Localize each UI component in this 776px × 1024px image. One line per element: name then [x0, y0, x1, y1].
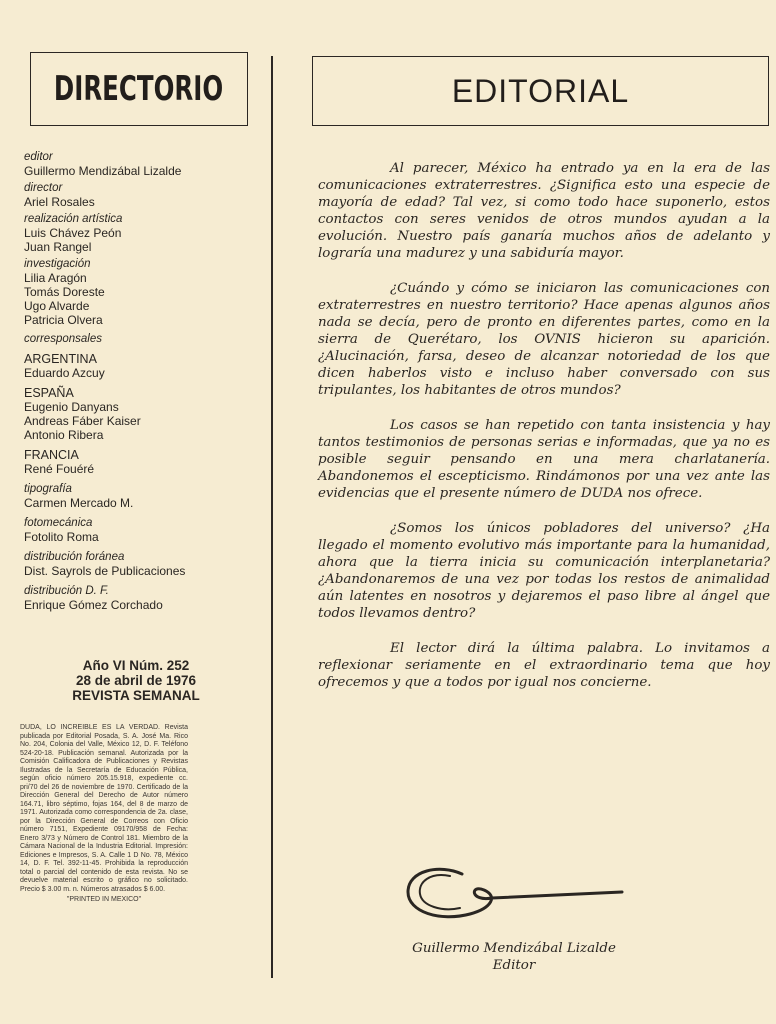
- staff-name: Enrique Gómez Corchado: [24, 598, 163, 612]
- staff-role: corresponsales: [24, 333, 102, 345]
- staff-name: Andreas Fáber Kaiser: [24, 414, 141, 428]
- staff-name: Eduardo Azcuy: [24, 366, 105, 380]
- staff-role: realización artística: [24, 213, 123, 225]
- staff-role: tipografía: [24, 483, 72, 495]
- signer-name: Guillermo Mendizábal Lizalde: [412, 941, 616, 956]
- staff-name: Lilia Aragón: [24, 271, 87, 285]
- editorial-paragraph: ¿Somos los únicos pobladores del universo? ¿Ha llegado el momento evolutivo más importante para la humanidad, ahora que la tierra inicia su comunicación interplanetaria? ¿Abandonaremos de una vez por todas los restos de animalidad aún latentes en nosotros y dejaremos el paso libre al ángel que todos llevamos dentro?: [318, 521, 770, 621]
- handwritten-signature: [400, 862, 630, 926]
- editorial-paragraph: Al parecer, México ha entrado ya en la era de las comunicaciones extraterrestres. ¿Significa esto una especie de mayoría de edad? Tal vez, si como todo hace suponerlo, estos contactos con seres venidos de otros mundos ayudan a la evolución. Nuestro país ganaría muchos años de adelanto y lograría una madurez y una sabiduría mayor.: [318, 161, 770, 261]
- staff-name: Guillermo Mendizábal Lizalde: [24, 164, 182, 178]
- issue-frequency: REVISTA SEMANAL: [72, 688, 200, 703]
- staff-name: Dist. Sayrols de Publicaciones: [24, 564, 186, 578]
- editorial-title: EDITORIAL: [451, 72, 630, 109]
- directory-title: DIRECTORIO: [54, 69, 224, 109]
- editorial-paragraph: El lector dirá la última palabra. Lo invitamos a reflexionar seriamente en el extraordinario tema que hoy ofrecemos y que a todos por igual nos concierne.: [318, 641, 770, 690]
- signature-block: [318, 940, 710, 974]
- staff-role: investigación: [24, 258, 91, 270]
- signer-title: Editor: [492, 958, 536, 973]
- printed-in: "PRINTED IN MEXICO": [66, 896, 142, 903]
- staff-role: distribución D. F.: [24, 585, 109, 597]
- staff-country: FRANCIA: [24, 448, 79, 462]
- staff-role: director: [24, 182, 63, 194]
- staff-name: Carmen Mercado M.: [24, 496, 134, 510]
- editorial-body: [318, 160, 770, 709]
- staff-name: Antonio Ribera: [24, 428, 104, 442]
- staff-role: fotomecánica: [24, 517, 93, 529]
- staff-role: distribución foránea: [24, 551, 125, 563]
- issue-info: [20, 658, 252, 703]
- staff-name: René Fouéré: [24, 462, 95, 476]
- staff-name: Ugo Alvarde: [24, 299, 90, 313]
- staff-name: Tomás Doreste: [24, 285, 105, 299]
- issue-date: 28 de abril de 1976: [75, 673, 197, 688]
- staff-name: Fotolito Roma: [24, 530, 99, 544]
- staff-country: ESPAÑA: [24, 386, 74, 400]
- staff-name: Juan Rangel: [24, 240, 92, 254]
- legal-text: DUDA, LO INCREIBLE ES LA VERDAD. Revista publicada por Editorial Posada, S. A. José Ma. Rico No. 204, Colonia del Valle, México 12, D. F. Teléfono 524-20-18. Publicación semanal. Autorizada por la Comisión Calificadora de Publicaciones y Revistas Ilustradas de la Secretaría de Educación Pública, según oficio número 205.15.918, expediente cc. pri/70 del 26 de noviembre de 1970. Certificado de la Dirección General del Derecho de Autor número 164.71, libro séptimo, fojas 164, del 8 de marzo de 1971. Autorizada como correspondencia de 2a. clase, por la Dirección General de Correos con Oficio número 7151, Expediente 09170/958 de Fecha: Enero 3/73 y Número de Control 181. Miembro de la Cámara Nacional de la Industria Editorial. Impresión: Ediciones e Impresos, S. A. Calle 1 D No. 78, México 14, D. F. Tel. 392-11-45. Prohibida la reproducción total o parcial del contenido de esta revista. No se devuelve material escrito o gráfico no solicitado. Precio $ 3.00 m. n. Números atrasados $ 6.00.: [20, 724, 188, 893]
- staff-role: editor: [24, 151, 53, 163]
- editorial-paragraph: Los casos se han repetido con tanta insistencia y hay tantos testimonios de personas serias e informadas, que ya no es posible seguir pensando en una mera charlatanería. Abandonemos el escepticismo. Rindámonos por una vez ante las evidencias que el presente número de DUDA nos ofrece.: [318, 418, 770, 501]
- column-divider: [271, 56, 273, 978]
- legal-notice: [20, 724, 188, 905]
- staff-name: Patricia Olvera: [24, 313, 103, 327]
- editorial-header-box: [312, 56, 769, 126]
- staff-name: Eugenio Danyans: [24, 400, 119, 414]
- issue-number: Año VI Núm. 252: [82, 658, 190, 673]
- staff-list: [24, 150, 254, 612]
- editorial-paragraph: ¿Cuándo y cómo se iniciaron las comunicaciones con extraterrestres en nuestro territorio? Hace apenas algunos años nada se decía, pero de pronto en diferentes partes, como en la sierra de Querétaro, los OVNIS hicieron su aparición. ¿Alucinación, farsa, deseo de alcanzar notoriedad de los que dicen haberlos visto e incluso haber conversado con sus tripulantes, los habitantes de otros mundos?: [318, 281, 770, 398]
- staff-country: ARGENTINA: [24, 352, 97, 366]
- staff-name: Luis Chávez Peón: [24, 226, 122, 240]
- staff-name: Ariel Rosales: [24, 195, 95, 209]
- directory-header-box: [30, 52, 248, 126]
